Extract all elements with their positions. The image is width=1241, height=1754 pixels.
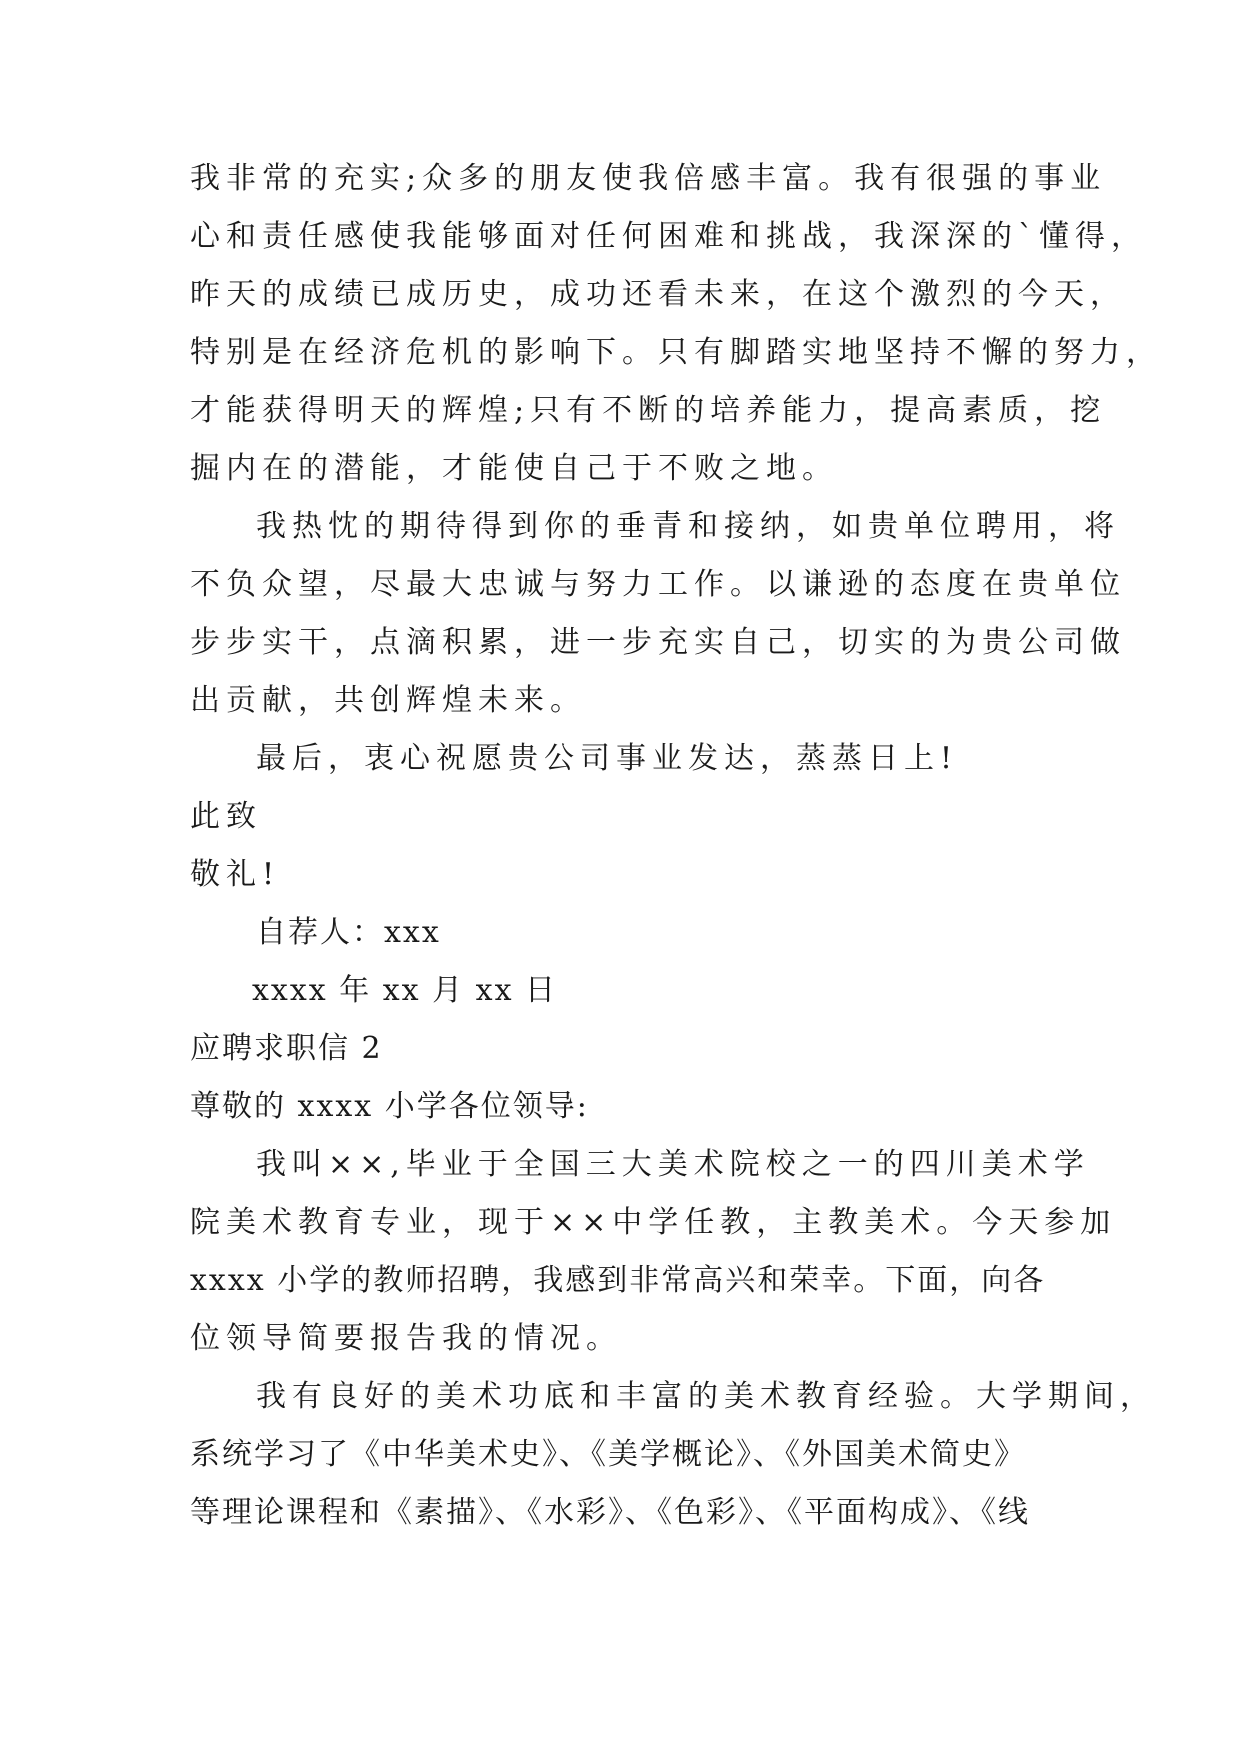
- paragraph-line: 院美术教育专业，现于××中学任教，主教美术。今天参加: [190, 1205, 1117, 1240]
- paragraph-line: 步步实干，点滴积累，进一步充实自己，切实的为贵公司做: [190, 625, 1126, 660]
- signature-date: xxxx 年 xx 月 xx 日: [252, 973, 558, 1008]
- closing-wish: 最后，衷心祝愿贵公司事业发达，蒸蒸日上!: [256, 741, 959, 776]
- paragraph-line: 出贡献，共创辉煌未来。: [190, 683, 586, 718]
- paragraph-line: xxxx 小学的教师招聘，我感到非常高兴和荣幸。下面，向各: [190, 1263, 1046, 1298]
- paragraph-line: 我叫××,毕业于全国三大美术院校之一的四川美术学: [256, 1147, 1090, 1182]
- salutation-cizhi: 此致: [190, 799, 262, 834]
- signature-name: 自荐人：xxx: [256, 915, 441, 950]
- paragraph-line: 心和责任感使我能够面对任何困难和挑战，我深深的`懂得，: [190, 219, 1147, 254]
- section-heading: 应聘求职信 2: [190, 1031, 383, 1066]
- salutation-jingli: 敬礼!: [190, 857, 281, 892]
- document-page: [190, 150, 1162, 1542]
- paragraph-line: 才能获得明天的辉煌;只有不断的培养能力，提高素质，挖: [190, 393, 1107, 428]
- paragraph-line: 不负众望，尽最大忠诚与努力工作。以谦逊的态度在贵单位: [190, 567, 1126, 602]
- paragraph-line: 我有良好的美术功底和丰富的美术教育经验。大学期间，: [256, 1379, 1156, 1414]
- paragraph-line: 系统学习了《中华美术史》、《美学概论》、《外国美术简史》: [190, 1437, 1026, 1472]
- paragraph-line: 我热忱的期待得到你的垂青和接纳，如贵单位聘用，将: [256, 509, 1120, 544]
- paragraph-line: 等理论课程和《素描》、《水彩》、《色彩》、《平面构成》、《线: [190, 1495, 1030, 1530]
- paragraph-line: 位领导简要报告我的情况。: [190, 1321, 622, 1356]
- paragraph-line: 特别是在经济危机的影响下。只有脚踏实地坚持不懈的努力，: [190, 335, 1162, 370]
- letter-greeting: 尊敬的 xxxx 小学各位领导:: [190, 1089, 589, 1124]
- paragraph-line: 昨天的成绩已成历史，成功还看未来，在这个激烈的今天，: [190, 277, 1126, 312]
- paragraph-line: 掘内在的潜能，才能使自己于不败之地。: [190, 451, 838, 486]
- paragraph-line: 我非常的充实;众多的朋友使我倍感丰富。我有很强的事业: [190, 161, 1107, 196]
